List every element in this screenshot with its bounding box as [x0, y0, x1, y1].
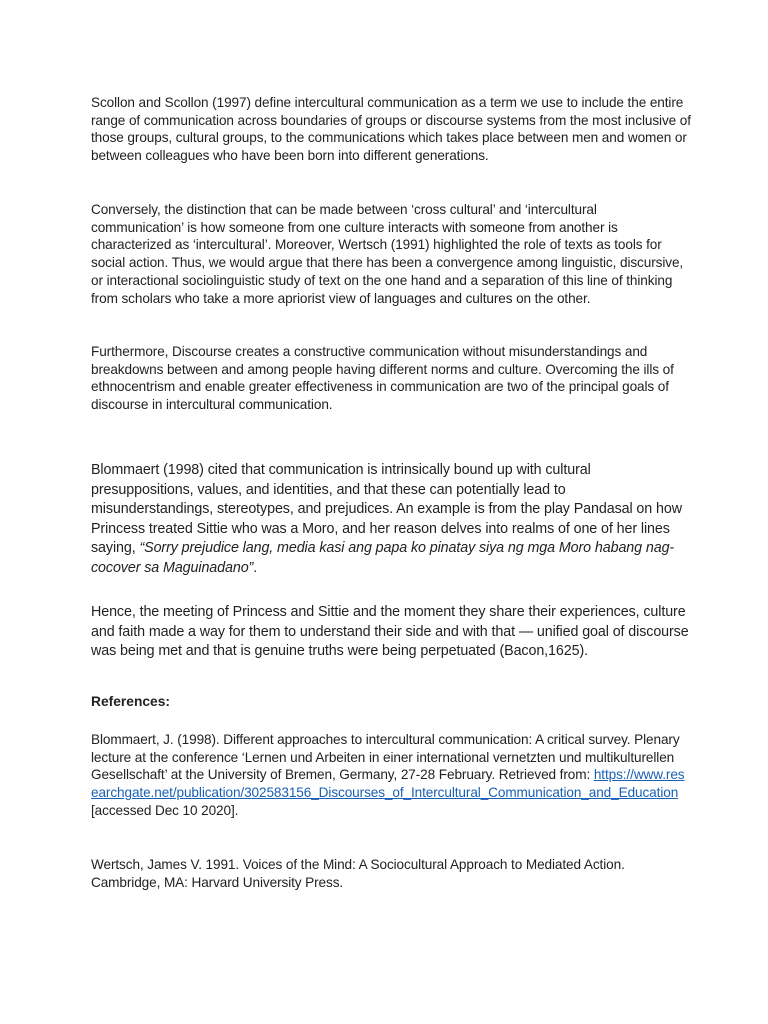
paragraph-intercultural-definition: Scollon and Scollon (1997) define intercultural communication as a term we use to include the entire range of communication across boundaries of groups or discourse systems from the most inclusive of those groups, cultural groups, to the communications which takes place between men and women or between colleagues who have been born into different generations. [91, 95, 691, 164]
paragraph-cross-cultural-distinction: Conversely, the distinction that can be made between ‘cross cultural’ and ‘intercultural communication’ is how someone from one culture interacts with someone from another is characterized as ‘intercultural’. Moreover, Wertsch (1991) highlighted the role of texts as tools for social action. Thus, we would argue that there has been a convergence among linguistic, discursive, or interactional sociolinguistic study of text on the one hand and a separation of this line of thinking from scholars who take a more apriorist view of languages and cultures on the other. [91, 202, 684, 306]
reference-link[interactable]: https://www.researchgate.net/publication/302583156_Discourses_of_Intercultural_Communication_and_Education [91, 767, 685, 801]
quote-text: “Sorry prejudice lang, media kasi ang papa ko pinatay siya ng mga Moro habang nag-cocover sa Maguinadano” [91, 540, 675, 576]
reference-accessed: [accessed Dec 10 2020]. [91, 802, 239, 818]
reference-blommaert [91, 731, 691, 820]
references-heading: References: [91, 694, 170, 709]
paragraph-princess-sittie: Hence, the meeting of Princess and Sittie and the moment they share their experiences, culture and faith made a way for them to understand their side and with that — unified goal of discourse was being met and that is genuine truths were being perpetuated (Bacon,1625). [91, 604, 689, 659]
reference-text: Blommaert, J. (1998). Different approaches to intercultural communication: A critical survey. Plenary lecture at the conference ‘Lernen und Arbeiten in einer international vernetzten und multikulturellen Gesellschaft’ at the University of Bremen, Germany, 27-28 February. Retrieved from: [91, 732, 680, 783]
paragraph-text: Blommaert (1998) cited that communication is intrinsically bound up with cultural presuppositions, values, and identities, and that these can potentially lead to misunderstandings, stereotypes, and prejudices. An example is from the play Pandasal on how Princess treated Sittie who was a Moro, and her reason delves into realms of one of her lines saying, [91, 462, 682, 556]
paragraph-end: . [253, 559, 258, 576]
paragraph-discourse-goals: Furthermore, Discourse creates a constructive communication without misunderstandings and breakdowns between and among people having different norms and culture. Overcoming the ills of ethnocentrism and enable greater effectiveness in communication are two of the principal goals of discourse in intercultural communication. [91, 344, 674, 413]
reference-wertsch: Wertsch, James V. 1991. Voices of the Mind: A Sociocultural Approach to Mediated Action. Cambridge, MA: Harvard University Press. [91, 857, 625, 890]
paragraph-blommaert-pandasal [91, 461, 691, 578]
